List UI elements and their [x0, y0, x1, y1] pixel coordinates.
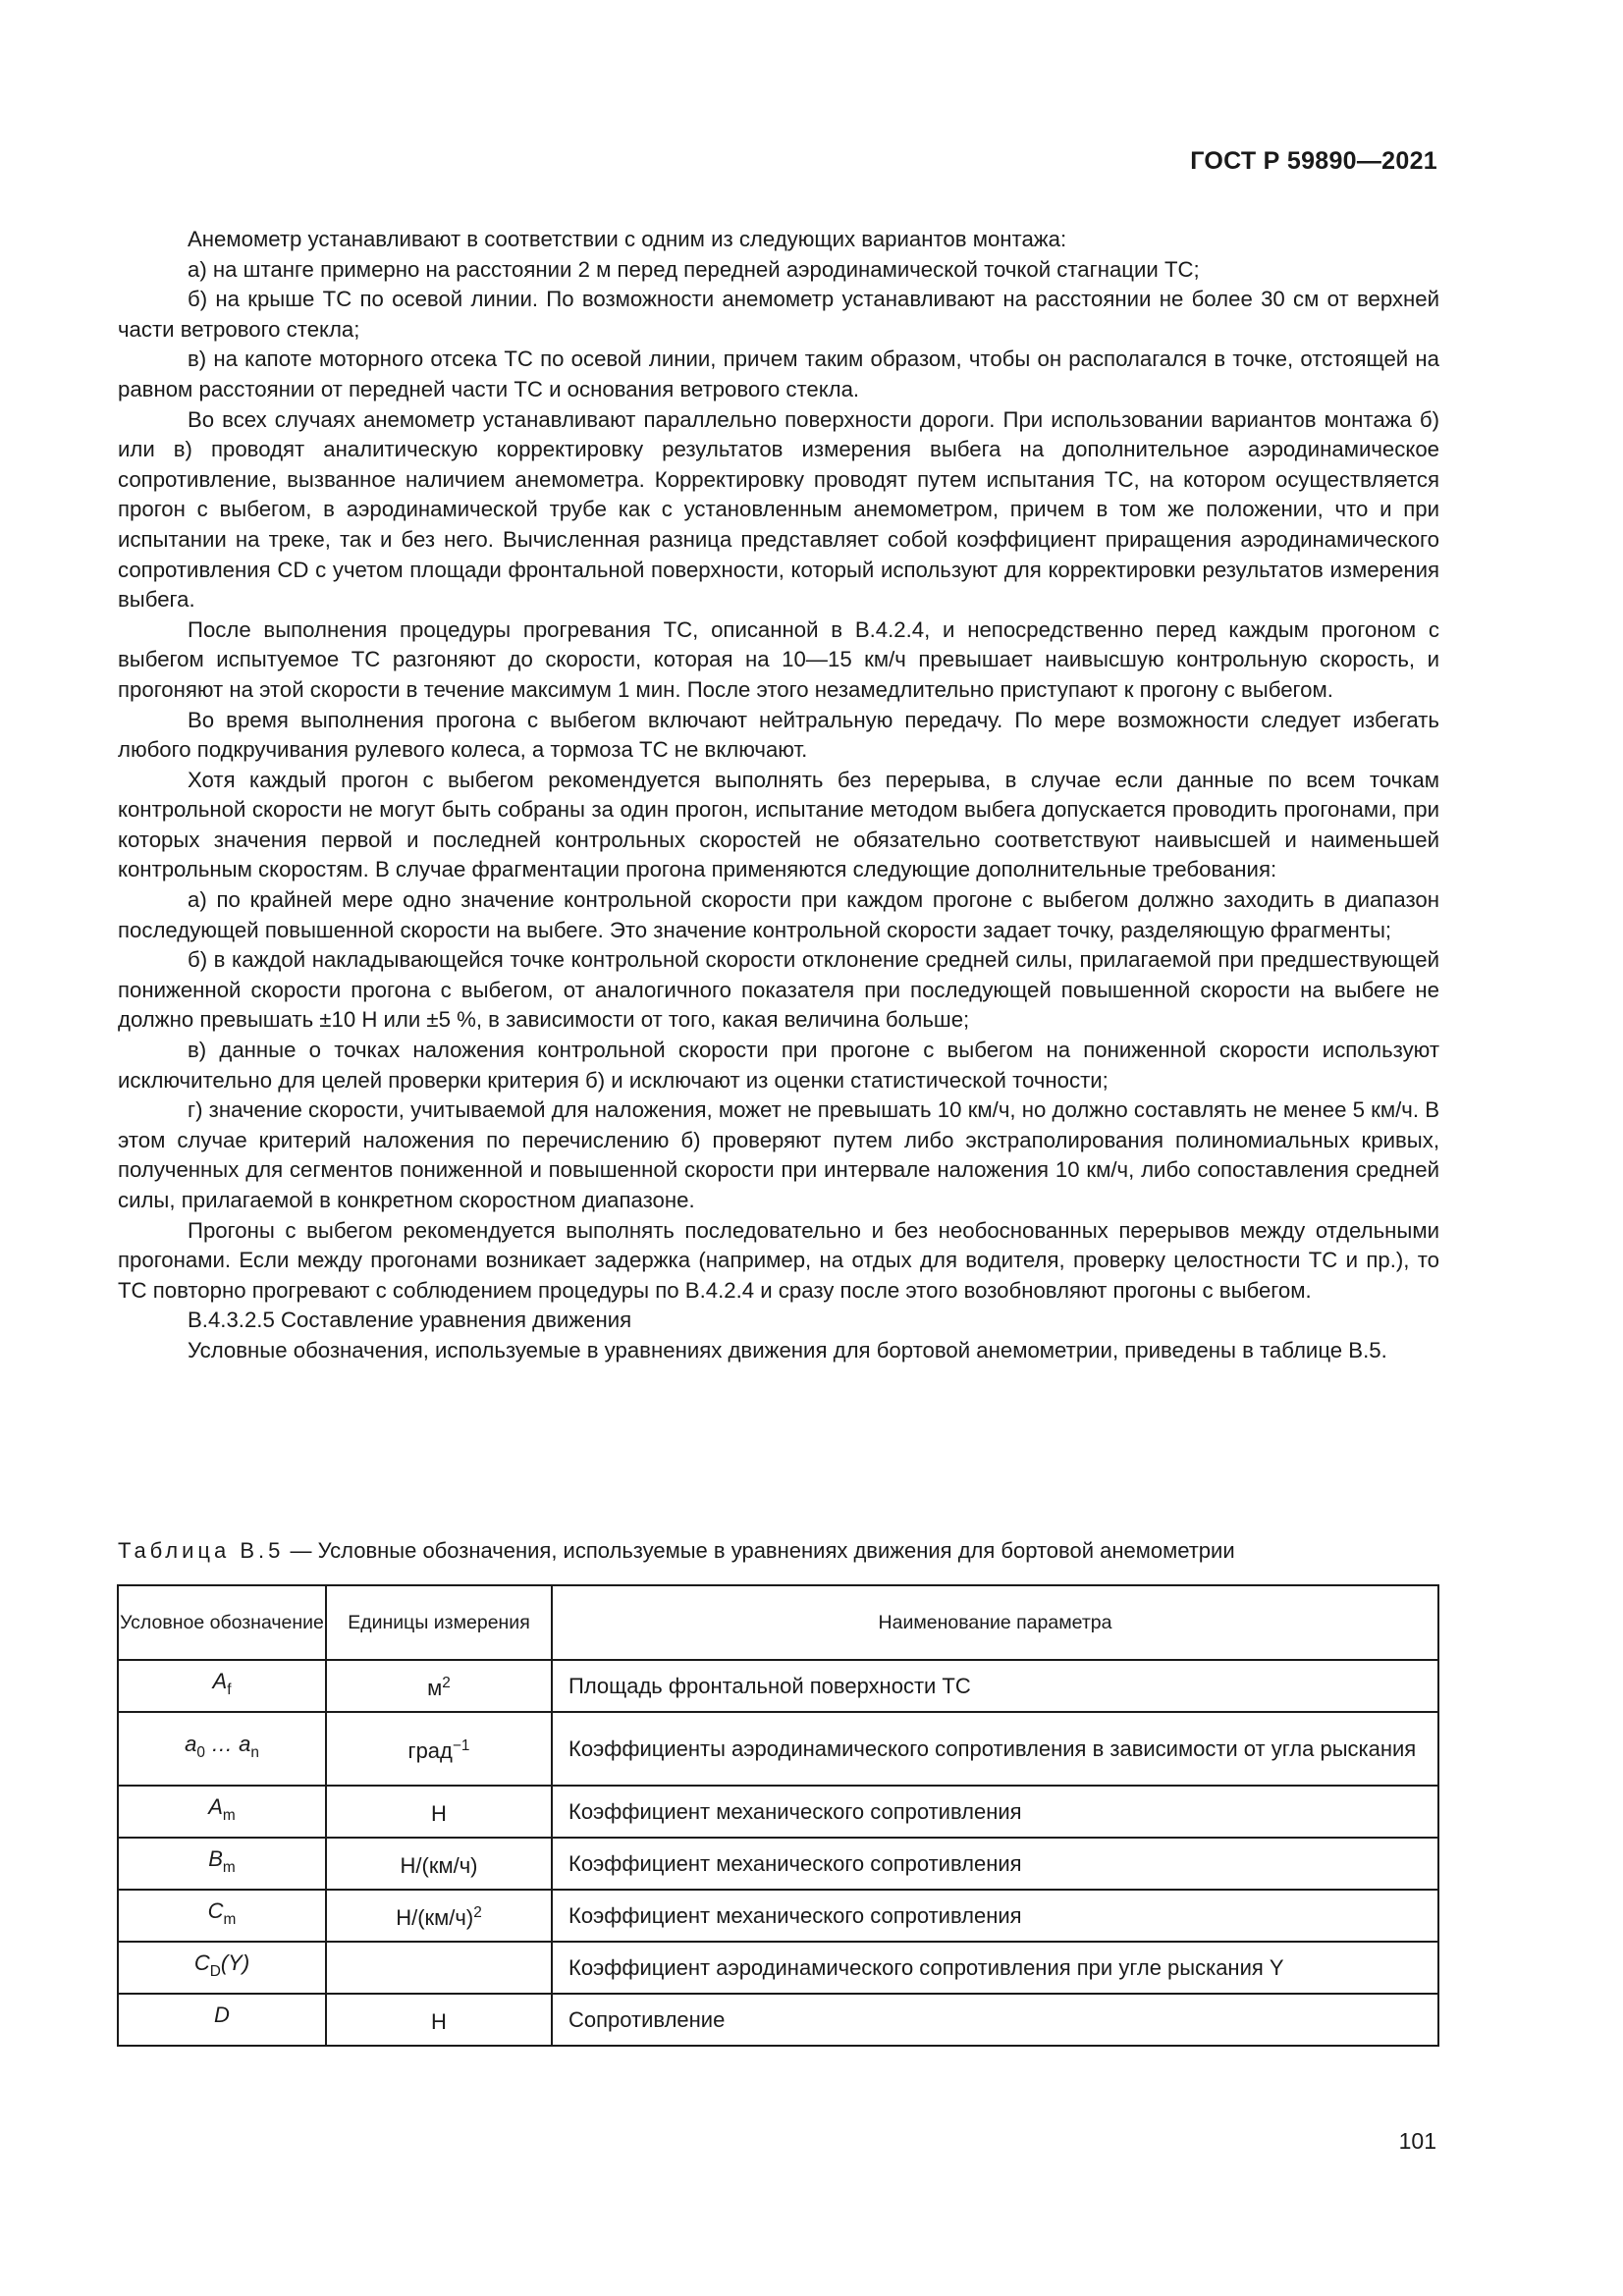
unit-cell: Н: [326, 1994, 552, 2046]
symbol-cell: $a_0$ … $a_n$: [118, 1712, 326, 1786]
page-number: 101: [1398, 2128, 1436, 2154]
document-header: ГОСТ Р 59890—2021: [1190, 147, 1437, 175]
symbol-cell: D: [118, 1994, 326, 2046]
body-text: [118, 225, 1439, 1366]
symbol-cell: $A_f$: [118, 1660, 326, 1712]
header-unit: Единицы измерения: [326, 1585, 552, 1660]
name-cell: Сопротивление: [552, 1994, 1438, 2046]
symbol-cell: $A_m$: [118, 1786, 326, 1838]
unit-cell: $Н/(км/ч)^2$: [326, 1890, 552, 1942]
table-row: [118, 1838, 1438, 1890]
paragraph: б) на крыше ТС по осевой линии. По возможности анемометр устанавливают на расстоянии не более 30 см от верхней части ветрового стекла;: [118, 287, 1439, 342]
paragraph: в) на капоте моторного отсека ТС по осевой линии, причем таким образом, чтобы он располагался в точке, отстоящей на равном расстоянии от передней части ТС и основания ветрового стекла.: [118, 347, 1439, 401]
paragraph: Во время выполнения прогона с выбегом включают нейтральную передачу. По мере возможности следует избегать любого подкручивания рулевого колеса, а тормоза ТС не включают.: [118, 707, 1439, 763]
name-cell: Коэффициент механического сопротивления: [552, 1890, 1438, 1942]
unit-cell: Н: [326, 1786, 552, 1838]
paragraph: Анемометр устанавливают в соответствии с одним из следующих вариантов монтажа:: [188, 227, 1067, 251]
paragraph: Условные обозначения, используемые в уравнениях движения для бортовой анемометрии, приведены в таблице В.5.: [188, 1337, 1387, 1362]
table-row: [118, 1890, 1438, 1942]
paragraph: в) данные о точках наложения контрольной скорости при прогоне с выбегом на пониженной скорости используют исключительно для целей проверки критерия б) и исключают из оценки статистической точности;: [118, 1038, 1439, 1093]
paragraph: а) по крайней мере одно значение контрольной скорости при каждом прогоне с выбегом должно заходить в диапазон последующей повышенной скорости на выбеге. Это значение контрольной скорости задает точку, разделяющую фрагменты;: [118, 887, 1439, 942]
header-name: Наименование параметра: [552, 1585, 1438, 1660]
table-caption-text: — Условные обозначения, используемые в уравнениях движения для бортовой анемометрии: [284, 1538, 1235, 1563]
name-cell: Коэффициент аэродинамического сопротивления при угле рыскания Y: [552, 1942, 1438, 1994]
symbol-cell: $B_m$: [118, 1838, 326, 1890]
unit-cell: $м^2$: [326, 1660, 552, 1712]
paragraph: г) значение скорости, учитываемой для наложения, может не превышать 10 км/ч, но должно составлять не менее 5 км/ч. В этом случае критерий наложения по перечислению б) проверяют путем либо экстраполирования полиномиальных кривых, полученных для сегментов пониженной и повышенной скорости при интервале наложения 10 км/ч, либо сопоставления средней силы, прилагаемой в конкретном скоростном диапазоне.: [118, 1097, 1439, 1212]
paragraph: а) на штанге примерно на расстоянии 2 м перед передней аэродинамической точкой стагнации ТС;: [188, 256, 1200, 282]
table-row: [118, 1660, 1438, 1712]
unit-cell: град$^{-1}$: [326, 1712, 552, 1786]
paragraph: Прогоны с выбегом рекомендуется выполнять последовательно и без необоснованных перерывов между отдельными прогонами. Если между прогонами возникает задержка (например, на отдых для водителя, проверку целостности ТС и пр.), то ТС повторно прогревают с соблюдением процедуры по В.4.2.4 и сразу после этого возобновляют прогоны с выбегом.: [118, 1217, 1439, 1303]
table-caption: [118, 1538, 1439, 1564]
symbol-cell: $C_D(Y)$: [118, 1942, 326, 1994]
table-row: [118, 1994, 1438, 2046]
symbol-cell: $C_m$: [118, 1890, 326, 1942]
table-row: [118, 1942, 1438, 1994]
parameters-table: [117, 1584, 1439, 2047]
paragraph: После выполнения процедуры прогревания ТС, описанной в В.4.2.4, и непосредственно перед каждым прогоном с выбегом испытуемое ТС разгоняют до скорости, которая на 10—15 км/ч превышает наивысшую контрольную скорость, и прогоняют на этой скорости в течение максимум 1 мин. После этого незамедлительно приступают к прогону с выбегом.: [118, 616, 1439, 702]
paragraph: Во всех случаях анемометр устанавливают параллельно поверхности дороги. При использовании вариантов монтажа б) или в) проводят аналитическую корректировку результатов измерения выбега на дополнительное аэродинамическое сопротивление, вызванное наличием анемометра. Корректировку проводят путем испытания ТС, на котором осуществляется прогон с выбегом, в аэродинамической трубе как с установленным анемометром, причем в том же положении, что и при испытании на треке, так и без него. Вычисленная разница представляет собой коэффициент приращения аэродинамического сопротивления CD с учетом площади фронтальной поверхности, который используют для корректировки результатов измерения выбега.: [118, 406, 1439, 613]
name-cell: Коэффициент механического сопротивления: [552, 1838, 1438, 1890]
paragraph: б) в каждой накладывающейся точке контрольной скорости отклонение средней силы, прилагаемой при предшествующей пониженной скорости прогона с выбегом, от аналогичного показателя при последующей повышенной скорости на выбеге не должно превышать ±10 Н или ±5 %, в зависимости от того, какая величина больше;: [118, 947, 1439, 1033]
table-row: [118, 1786, 1438, 1838]
unit-cell: [326, 1942, 552, 1994]
table-header-row: [118, 1585, 1438, 1660]
name-cell: Площадь фронтальной поверхности ТС: [552, 1660, 1438, 1712]
table-row: [118, 1712, 1438, 1786]
table-caption-label: Таблица В.5: [118, 1538, 285, 1563]
name-cell: Коэффициенты аэродинамического сопротивления в зависимости от угла рыскания: [552, 1712, 1438, 1786]
header-symbol: Условное обозначение: [118, 1585, 326, 1660]
section-heading: В.4.3.2.5 Составление уравнения движения: [188, 1308, 632, 1333]
paragraph: Хотя каждый прогон с выбегом рекомендуется выполнять без перерыва, в случае если данные по всем точкам контрольной скорости не могут быть собраны за один прогон, испытание методом выбега допускается проводить прогонами, при которых значения первой и последней контрольных скоростей не обязательно соответствуют наивысшей и наименьшей контрольным скоростям. В случае фрагментации прогона применяются следующие дополнительные требования:: [118, 767, 1439, 882]
name-cell: Коэффициент механического сопротивления: [552, 1786, 1438, 1838]
unit-cell: Н/(км/ч): [326, 1838, 552, 1890]
